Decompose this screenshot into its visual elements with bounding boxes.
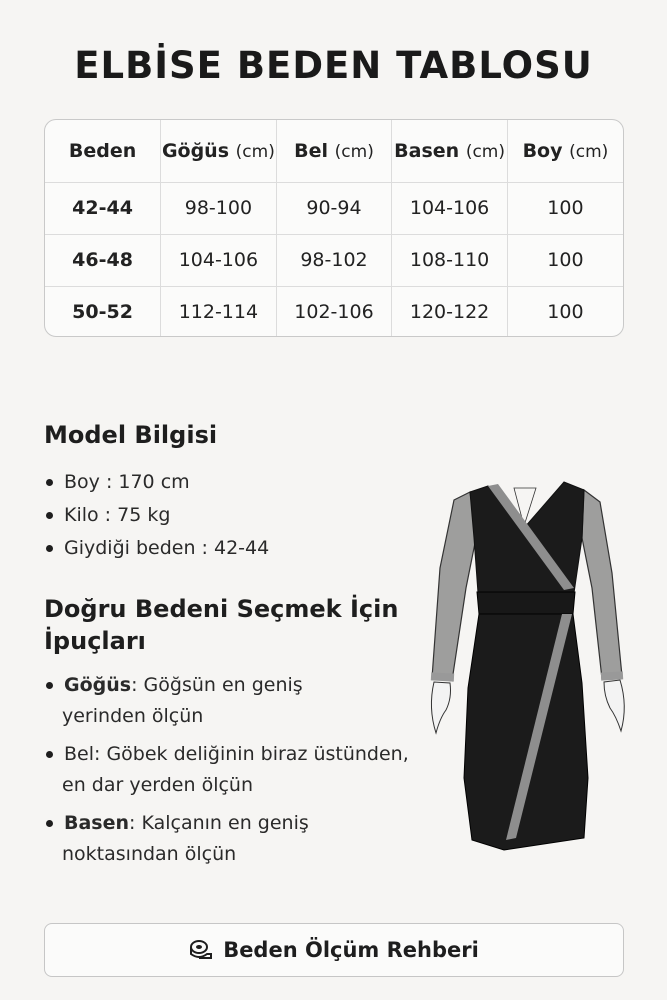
table-cell: 108-110 [392, 234, 508, 286]
table-row [45, 182, 623, 234]
table-header-row [45, 120, 623, 182]
size-guide-label: Beden Ölçüm Rehberi [223, 938, 479, 962]
table-cell: 100 [547, 301, 584, 324]
measuring-tape-icon [189, 938, 213, 962]
tips-heading: Doğru Bedeni Seçmek İçin İpuçları [44, 595, 399, 655]
tips-list [44, 670, 444, 877]
model-info-list [44, 466, 269, 565]
table-cell: 112-114 [161, 286, 277, 337]
table-cell: 120-122 [392, 286, 508, 337]
bullet-icon [46, 479, 53, 486]
size-guide-button[interactable] [44, 923, 624, 977]
list-item: Göğüs: Göğsün en geniş yerinden ölçün [44, 670, 444, 732]
list-item: Kilo : 75 kg [44, 499, 269, 532]
page-title: ELBİSE BEDEN TABLOSU [74, 44, 593, 87]
bullet-icon [46, 545, 53, 552]
model-info-heading: Model Bilgisi [44, 421, 218, 449]
table-cell: 46-48 [45, 234, 161, 286]
table-cell: 50-52 [45, 286, 161, 337]
table-cell: 98-100 [161, 182, 277, 234]
header-basen: Basen (cm) [392, 120, 508, 182]
dress-waistband [477, 592, 575, 614]
size-chart-table [44, 119, 624, 337]
bullet-icon [46, 512, 53, 519]
table-cell: 104-106 [161, 234, 277, 286]
table-row [45, 234, 623, 286]
left-sleeve [432, 492, 476, 681]
bullet-icon [46, 682, 53, 689]
header-gogus: Göğüs (cm) [161, 120, 277, 182]
right-sleeve [582, 490, 622, 679]
header-beden: Beden [45, 120, 161, 182]
list-item: Bel: Göbek deliğinin biraz üstünden, en dar yerden ölçün [44, 739, 444, 801]
dress-skirt [464, 614, 588, 850]
dress-illustration [424, 478, 634, 858]
table-row [45, 286, 623, 337]
list-item: Giydiği beden : 42-44 [44, 532, 269, 565]
table-cell: 100 [507, 234, 623, 286]
table-cell: 102-106 [276, 286, 392, 337]
list-item: Boy : 170 cm [44, 466, 269, 499]
list-item: Basen: Kalçanın en geniş noktasından ölçün [44, 808, 444, 870]
bullet-icon [46, 751, 53, 758]
header-boy: Boy (cm) [507, 120, 623, 182]
table-cell: 98-102 [276, 234, 392, 286]
table-cell: 90-94 [276, 182, 392, 234]
header-bel: Bel (cm) [276, 120, 392, 182]
table-cell: 104-106 [392, 182, 508, 234]
table-cell: 100 [507, 182, 623, 234]
table-cell: 42-44 [45, 182, 161, 234]
bullet-icon [46, 820, 53, 827]
